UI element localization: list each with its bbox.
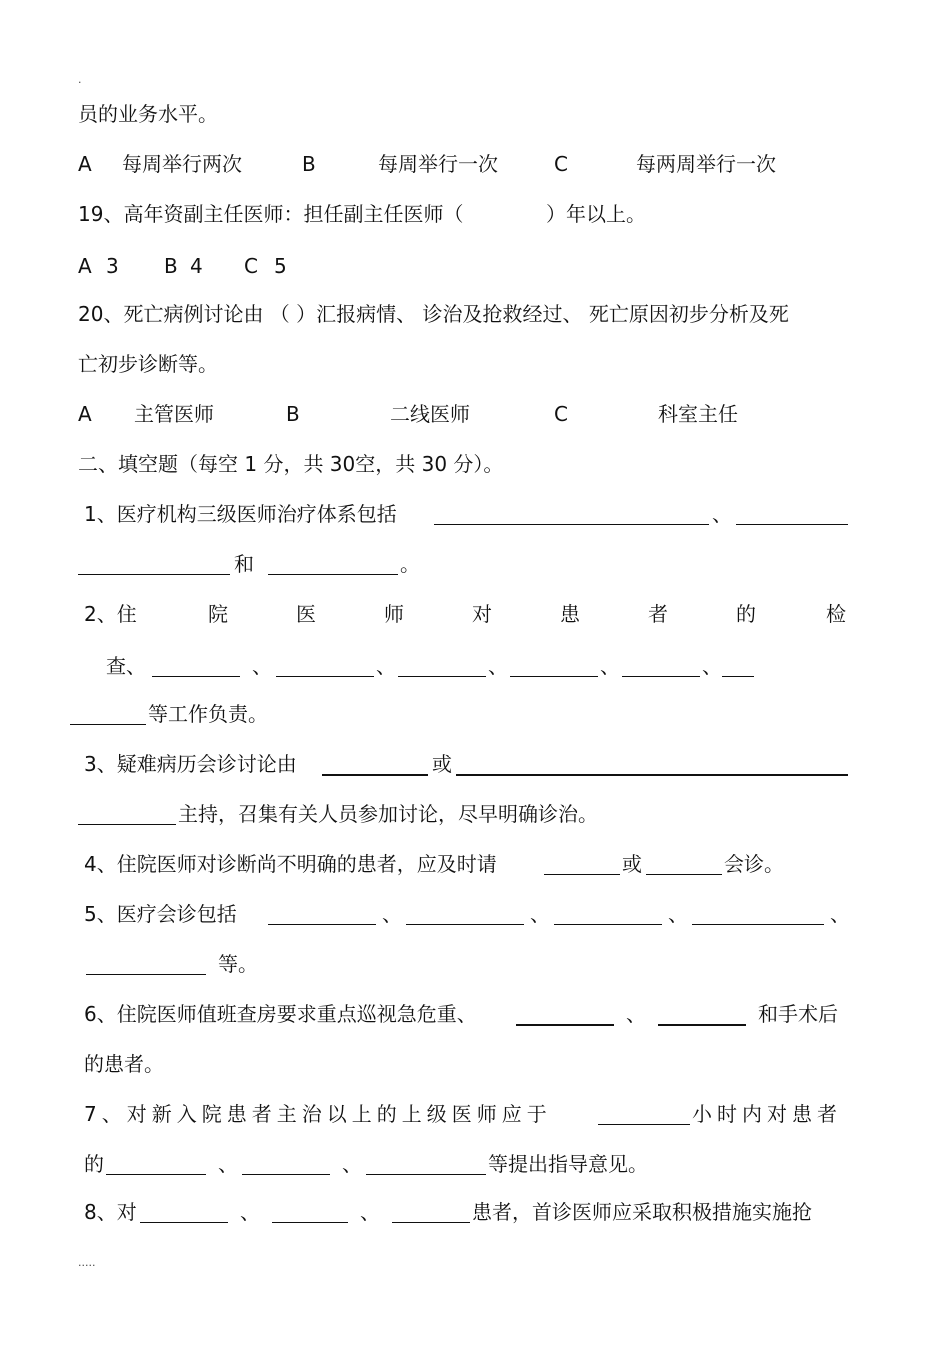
fill-q2-blank-4[interactable]: [510, 676, 598, 677]
fill-q5-sep-1: 、: [382, 902, 402, 926]
fill-q1-start: 1、医疗机构三级医师治疗体系包括: [84, 502, 397, 526]
q18-option-b-text: 每周举行一次: [378, 152, 498, 176]
fill-q5-blank-1[interactable]: [268, 924, 376, 925]
fill-q7-blank-hours[interactable]: [598, 1124, 690, 1125]
q20-option-c-text: 科室主任: [658, 402, 738, 426]
fill-q6-line2: 的患者。: [84, 1052, 164, 1076]
fill-q2-char-1: 2、住: [84, 602, 137, 626]
q20-option-a-letter: A: [78, 402, 92, 426]
fill-q2-char-6: 患: [560, 602, 580, 626]
fill-q2-char-9: 检: [826, 602, 846, 626]
fill-q2-blank-3[interactable]: [398, 676, 486, 677]
fill-q6-sep: 、: [626, 1002, 646, 1026]
q20-option-a-text: 主管医师: [134, 402, 214, 426]
fill-q7-mid: 小时内对患者: [692, 1102, 842, 1126]
fill-q1-blank-1[interactable]: [434, 524, 709, 525]
fill-q6-blank-1[interactable]: [516, 1024, 614, 1026]
fill-q2-sep-5: 、: [702, 654, 722, 678]
fill-q1-separator: 、: [712, 502, 732, 526]
fill-q5-end: 等。: [218, 952, 258, 976]
q18-option-a-text: 每周举行两次: [122, 152, 242, 176]
fill-q2-char-8: 的: [736, 602, 756, 626]
fill-q2-line2-start: 查、: [106, 654, 146, 678]
fill-q4-or: 或: [622, 852, 642, 876]
fill-q7-line2-start: 的: [84, 1152, 104, 1176]
fill-q4-end: 会诊。: [724, 852, 784, 876]
fill-q4-blank-2[interactable]: [646, 874, 722, 875]
fill-q7-blank-2[interactable]: [242, 1174, 330, 1175]
q19-option-c-letter: C: [244, 254, 258, 278]
fill-q7-start: 7、对新入院患者主治以上的上级医师应于: [84, 1102, 552, 1126]
q20-question-line2: 亡初步诊断等。: [78, 352, 218, 376]
fill-q6-blank-2[interactable]: [658, 1024, 746, 1026]
q20-option-c-letter: C: [554, 402, 568, 426]
q19-option-c-text: 5: [274, 254, 287, 278]
q19-question-end: ）年以上。: [546, 202, 646, 226]
fill-q5-blank-3[interactable]: [554, 924, 662, 925]
q19-option-a-text: 3: [106, 254, 119, 278]
fill-q2-end: 等工作负责。: [148, 702, 268, 726]
fill-q5-sep-3: 、: [668, 902, 688, 926]
fill-q2-char-5: 对: [472, 602, 492, 626]
fill-q5-start: 5、医疗会诊包括: [84, 902, 237, 926]
fill-q8-blank-2[interactable]: [272, 1222, 348, 1223]
q19-option-b-letter: B: [164, 254, 178, 278]
q20-question-line1: 20、死亡病例讨论由 （ ）汇报病情、 诊治及抢救经过、 死亡原因初步分析及死: [78, 302, 789, 326]
fill-q4-start: 4、住院医师对诊断尚不明确的患者，应及时请: [84, 852, 497, 876]
fill-q2-blank-5[interactable]: [622, 676, 700, 677]
fill-q2-sep-4: 、: [600, 654, 620, 678]
fill-q7-blank-3[interactable]: [366, 1174, 486, 1175]
fill-q7-blank-1[interactable]: [106, 1174, 206, 1175]
q18-option-c-letter: C: [554, 152, 568, 176]
fill-q8-end: 患者，首诊医师应采取积极措施实施抢: [472, 1200, 812, 1224]
q19-question-start: 19、高年资副主任医师：担任副主任医师（: [78, 202, 464, 226]
fill-q3-end: 主持，召集有关人员参加讨论，尽早明确诊治。: [178, 802, 598, 826]
fill-q3-blank-1[interactable]: [322, 774, 428, 776]
fill-q8-blank-3[interactable]: [392, 1222, 470, 1223]
fill-q1-blank-2a[interactable]: [736, 524, 848, 525]
section-heading-fill-in: 二、填空题（每空 1 分，共 30空，共 30 分）。: [78, 452, 504, 476]
q19-option-b-text: 4: [190, 254, 203, 278]
fill-q2-blank-6b[interactable]: [70, 724, 146, 725]
fill-q1-blank-2b[interactable]: [78, 574, 230, 575]
footer-mark: .....: [78, 1256, 96, 1269]
fill-q7-sep-2: 、: [342, 1152, 362, 1176]
q19-option-a-letter: A: [78, 254, 92, 278]
fill-q2-sep-1: 、: [252, 654, 272, 678]
fill-q2-blank-6a[interactable]: [722, 676, 754, 677]
q18-tail: 员的业务水平。: [78, 102, 218, 126]
fill-q4-blank-1[interactable]: [544, 874, 620, 875]
fill-q5-sep-4: 、: [830, 902, 850, 926]
fill-q2-sep-2: 、: [376, 654, 396, 678]
fill-q2-char-3: 医: [296, 602, 316, 626]
q18-option-c-text: 每两周举行一次: [636, 152, 776, 176]
fill-q5-blank-5[interactable]: [86, 974, 206, 975]
q20-option-b-letter: B: [286, 402, 300, 426]
fill-q2-blank-1[interactable]: [152, 676, 240, 677]
q20-option-b-text: 二线医师: [390, 402, 470, 426]
fill-q2-sep-3: 、: [488, 654, 508, 678]
fill-q8-sep-1: 、: [240, 1200, 260, 1224]
fill-q2-char-2: 院: [208, 602, 228, 626]
header-mark: .: [78, 73, 82, 86]
fill-q1-end: 。: [400, 552, 420, 576]
fill-q8-sep-2: 、: [360, 1200, 380, 1224]
fill-q5-sep-2: 、: [530, 902, 550, 926]
fill-q5-blank-2[interactable]: [406, 924, 524, 925]
fill-q2-char-4: 师: [384, 602, 404, 626]
fill-q2-char-7: 者: [648, 602, 668, 626]
fill-q7-end: 等提出指导意见。: [488, 1152, 648, 1176]
fill-q3-blank-2a[interactable]: [456, 774, 848, 776]
fill-q5-blank-4[interactable]: [692, 924, 824, 925]
q18-option-a-letter: A: [78, 152, 92, 176]
fill-q6-end: 和手术后: [758, 1002, 838, 1026]
fill-q2-blank-2[interactable]: [276, 676, 374, 677]
fill-q7-sep-1: 、: [218, 1152, 238, 1176]
fill-q3-start: 3、疑难病历会诊讨论由: [84, 752, 297, 776]
fill-q1-and: 和: [234, 552, 254, 576]
fill-q3-blank-2b[interactable]: [78, 824, 176, 825]
fill-q6-start: 6、住院医师值班查房要求重点巡视急危重、: [84, 1002, 477, 1026]
fill-q3-or: 或: [432, 752, 452, 776]
q18-option-b-letter: B: [302, 152, 316, 176]
fill-q8-blank-1[interactable]: [140, 1222, 228, 1223]
fill-q1-blank-3[interactable]: [268, 574, 398, 575]
fill-q8-start: 8、对: [84, 1200, 137, 1224]
